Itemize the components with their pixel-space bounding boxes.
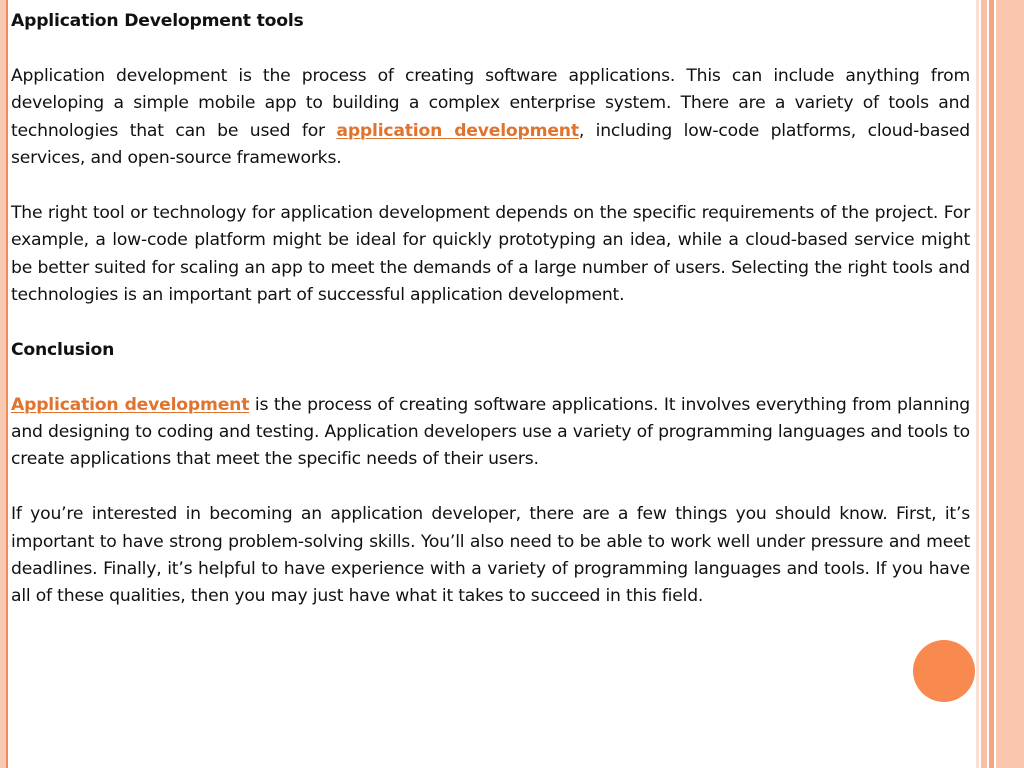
document-body	[11, 8, 970, 638]
stripe	[996, 0, 1024, 768]
paragraph-conclusion	[11, 392, 970, 474]
section-heading-tools: Application Development tools	[11, 11, 304, 31]
application-development-link-2[interactable]: Application development	[11, 394, 250, 415]
paragraph-text: , including low-code platforms, cloud-based services, and open-source frameworks.	[11, 120, 971, 169]
paragraph-becoming-developer: If you’re interested in becoming an application developer, there are a few things you should know. First, it’s important to have strong problem-solving skills. You’ll also need to be able to work well under pressure and meet deadlines. Finally, it’s helpful to have experience with a variety of programming languages and tools. If you have all of these qualities, then you may just have what it takes to succeed in this field.	[11, 504, 970, 607]
paragraph-right-tool: The right tool or technology for application development depends on the specific requirements of the project. For example, a low-code platform might be ideal for quickly prototyping an idea, while a cloud-based service might be better suited for scaling an app to meet the demands of a large number of users. Selecting the right tools and technologies is an important part of successful application development.	[11, 202, 970, 306]
left-border-line	[6, 0, 8, 768]
application-development-link[interactable]: application development	[336, 120, 579, 141]
paragraph-text: is the process of creating software applications. It involves everything from planning and designing to coding and testing. Application developers use a variety of programming languages and tools to create applications that meet the specific needs of their users.	[11, 394, 970, 470]
paragraph-intro	[11, 63, 970, 173]
paragraph-text: Application development is the process of creating software applications. This can include anything from developing a simple mobile app to building a complex enterprise system. There are a variety of tools and technologies that can be used for	[11, 65, 970, 141]
right-decorative-stripes	[976, 0, 1024, 768]
section-heading-conclusion: Conclusion	[11, 339, 115, 360]
decorative-circle	[913, 640, 975, 702]
